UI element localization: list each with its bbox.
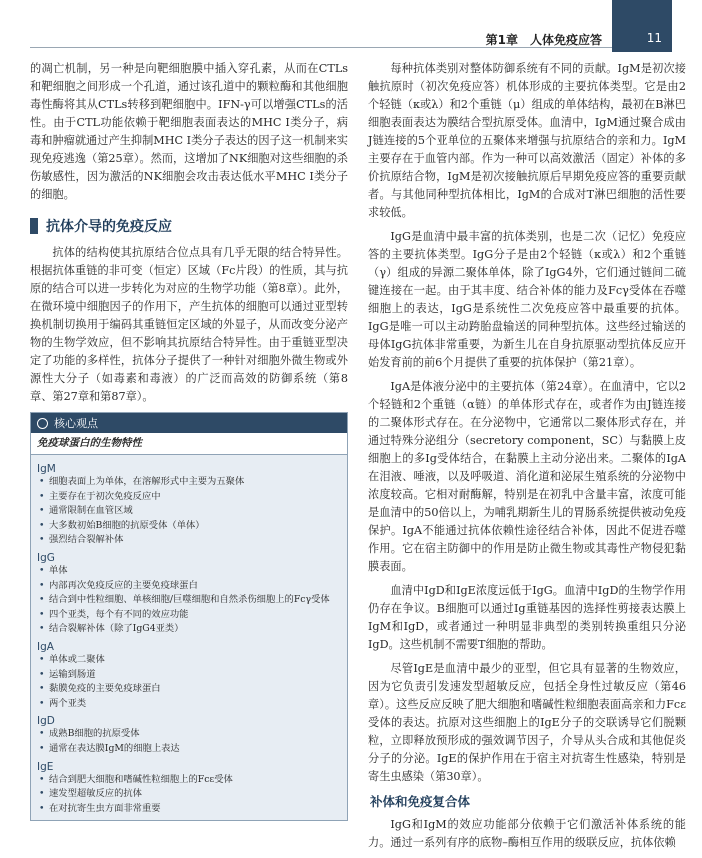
list-item: • 在对抗寄生虫方面非常重要: [37, 802, 341, 817]
left-paragraph-1: 的凋亡机制，另一种是向靶细胞膜中插入穿孔素，从而在CTLs和靶细胞之间形成一个孔道，通过该孔道中的颗粒酶和其他细胞毒性酶将其从CTLs转移到靶细胞中。IFN-γ可以增强CTLs的活性。由于CTL功能依赖于靶细胞表面表达的MHC Ⅰ类分子，病毒和肿瘤就通过产生抑制MHC Ⅰ类分子表达的因子这一机制来实现免疫逃逸（第25章）。然而，这增加了NK细胞对这些细胞的杀伤敏感性，因为激活的NK细胞会攻击表达低水平MHC Ⅰ类分子的细胞。: [30, 62, 348, 201]
chapter-title: 第1章 人体免疫应答: [485, 33, 602, 47]
section-title: 抗体介导的免疫反应: [46, 219, 172, 235]
right-paragraph-6: IgG和IgM的效应功能部分依赖于它们激活补体系统的能力。通过一系列有序的底物–酶相互作用的级联反应，抗体依赖: [368, 818, 686, 849]
right-paragraph-4: 血清中IgD和IgE浓度远低于IgG。血清中IgD的生物学作用仍存在争议。B细胞可以通过Ig重链基因的选择性剪接表达膜上IgM和IgD，或者通过一种明显非典型的类别转换重组只分泌IgD。这些机制不需要T细胞的帮助。: [368, 584, 686, 651]
info-circle-icon: [37, 418, 48, 429]
box-subtitle: 免疫球蛋白的生物特性: [31, 433, 347, 455]
group-title: IgM: [37, 463, 56, 475]
right-paragraph-5: 尽管IgE是血清中最少的亚型，但它具有显著的生物效应，因为它负责引发速发型超敏反应，包括全身性过敏反应（第46章）。这些反应反映了肥大细胞和嗜碱性粒细胞表面高亲和力Fcε受体的表达。抗原对这些细胞上的IgE分子的交联诱导它们脱颗粒，立即释放预形成的强效调节因子，介导从头合成和其他促炎分子的分泌。IgE的保护作用在于宿主对抗寄生性感染，特别是寄生虫感染（第30章）。: [368, 662, 686, 783]
list-item: • 运输到肠道: [37, 668, 341, 683]
right-paragraph-1: 每种抗体类别对整体防御系统有不同的贡献。IgM是初次接触抗原时（初次免疫应答）机体形成的主要抗体类型。它是由2个轻链（κ或λ）和2个重链（μ）组成的单体结构，最初在B淋巴细胞表面表达为膜结合型抗原受体。血清中，IgM通过聚合成由J链连接的5个亚单位的五聚体来增强与抗原结合的亲和力。IgM主要存在于血管内部。作为一种可以高效激活（固定）补体的多价抗原结合物，IgM是初次接触抗原后早期免疫应答的重要贡献者。与其他同种型抗体相比，IgM的合成对T淋巴细胞的活性要求较低。: [368, 62, 686, 219]
list-item: • 结合到肥大细胞和嗜碱性粒细胞上的Fcε受体: [37, 773, 341, 788]
box-header: [31, 413, 347, 433]
list-item: • 两个亚类: [37, 697, 341, 712]
list-item: • 速发型超敏反应的抗体: [37, 787, 341, 802]
right-column: [368, 60, 686, 858]
box-title: 核心观点: [54, 417, 98, 430]
list-item: • 细胞表面上为单体，在溶解形式中主要为五聚体: [37, 475, 341, 490]
list-item: • 主要存在于初次免疫反应中: [37, 490, 341, 505]
list-item: • 结合裂解补体（除了IgG4亚类）: [37, 622, 341, 637]
left-paragraph-2: 抗体的结构使其抗原结合位点具有几乎无限的结合特异性。根据抗体重链的非可变（恒定）区域（Fc片段）的性质，其与抗原的结合可以进一步转化为对应的生物学功能（第8章）。此外，在微环境中细胞因子的作用下，产生抗体的细胞可以通过亚型转换机制切换用于编码其重链恒定区域的外显子，从而改变分泌产物的生物学效应，但不影响其抗原结合特异性。由于重链亚型决定了功能的多样性，抗体分子提供了一种针对细胞外微生物或外源性大分子（如毒素和毒液）的广泛而高效的防御系统（第8章、第27章和第87章）。: [30, 246, 348, 403]
section-bar-icon: [30, 218, 38, 234]
list-item: • 通常在表达膜IgM的细胞上表达: [37, 742, 341, 757]
list-item: • 通常限制在血管区域: [37, 504, 341, 519]
list-item: • 结合到中性粒细胞、单核细胞/巨噬细胞和自然杀伤细胞上的Fcγ受体: [37, 593, 341, 608]
page-header: [0, 0, 702, 52]
left-column: [30, 60, 348, 821]
section-heading: [30, 216, 348, 236]
list-item: • 黏膜免疫的主要免疫球蛋白: [37, 682, 341, 697]
list-item: • 成熟B细胞的抗原受体: [37, 727, 341, 742]
group-title: IgA: [37, 640, 54, 653]
group-igd: [37, 715, 341, 756]
group-igg: [37, 552, 341, 637]
key-points-box: [30, 412, 348, 821]
list-item: • 单体: [37, 564, 341, 579]
group-iga: [37, 641, 341, 711]
right-paragraph-2: IgG是血清中最丰富的抗体类别，也是二次（记忆）免疫应答的主要抗体类型。IgG分子是由2个轻链（κ或λ）和2个重链（γ）组成的异源二聚体单体，除了IgG4外，它们通过链间二硫键连接在一起。由于其丰度、结合补体的能力及Fcγ受体在吞噬细胞上的表达，IgG是系统性二次免疫应答中最重要的抗体。IgG是唯一可以主动跨胎盘输送的同种型抗体。这些经过输送的母体IgG抗体非常重要，为新生儿在自身抗原驱动型抗体反应开始发育前的前6个月提供了重要的抗体保护（第21章）。: [368, 230, 686, 369]
list-item: • 强烈结合裂解补体: [37, 533, 341, 548]
page-number: 11: [646, 31, 662, 45]
right-paragraph-3: IgA是体液分泌中的主要抗体（第24章）。在血清中，它以2个轻链和2个重链（α链）的单体形式存在，或者作为由J链连接的二聚体形式存在。在分泌物中，它通常以二聚体形式存在，并通过特殊分泌组分（secretory component，SC）与黏膜上皮细胞上的多Ig受体结合，在黏膜上主动分泌出来。二聚体的IgA在泪液、唾液，以及呼吸道、消化道和泌尿生殖系统的分泌物中浓度较高。它相对耐酶解，特别是在初乳中含量丰富，浓度可能是血清中的50倍以上，为哺乳期新生儿的胃肠系统提供被动免疫保护。IgA不能通过抗体依赖性途径结合补体，因此不促进吞噬作用。它在宿主防御中的作用是防止微生物或其毒性产物侵犯黏膜表面。: [368, 380, 686, 573]
list-item: • 大多数初始B细胞的抗原受体（单体）: [37, 519, 341, 534]
list-item: • 四个亚类，每个有不同的效应功能: [37, 608, 341, 623]
group-title: IgD: [37, 715, 55, 728]
list-item: • 单体或二聚体: [37, 653, 341, 668]
group-ige: [37, 761, 341, 817]
list-item: • 内部再次免疫反应的主要免疫球蛋白: [37, 579, 341, 594]
page-number-tab: [612, 0, 672, 52]
box-body: [31, 455, 347, 820]
group-igm: [37, 463, 341, 548]
group-title: IgG: [37, 551, 55, 564]
subsection-title: 补体和免疫复合体: [370, 794, 471, 809]
group-title: IgE: [37, 760, 54, 773]
